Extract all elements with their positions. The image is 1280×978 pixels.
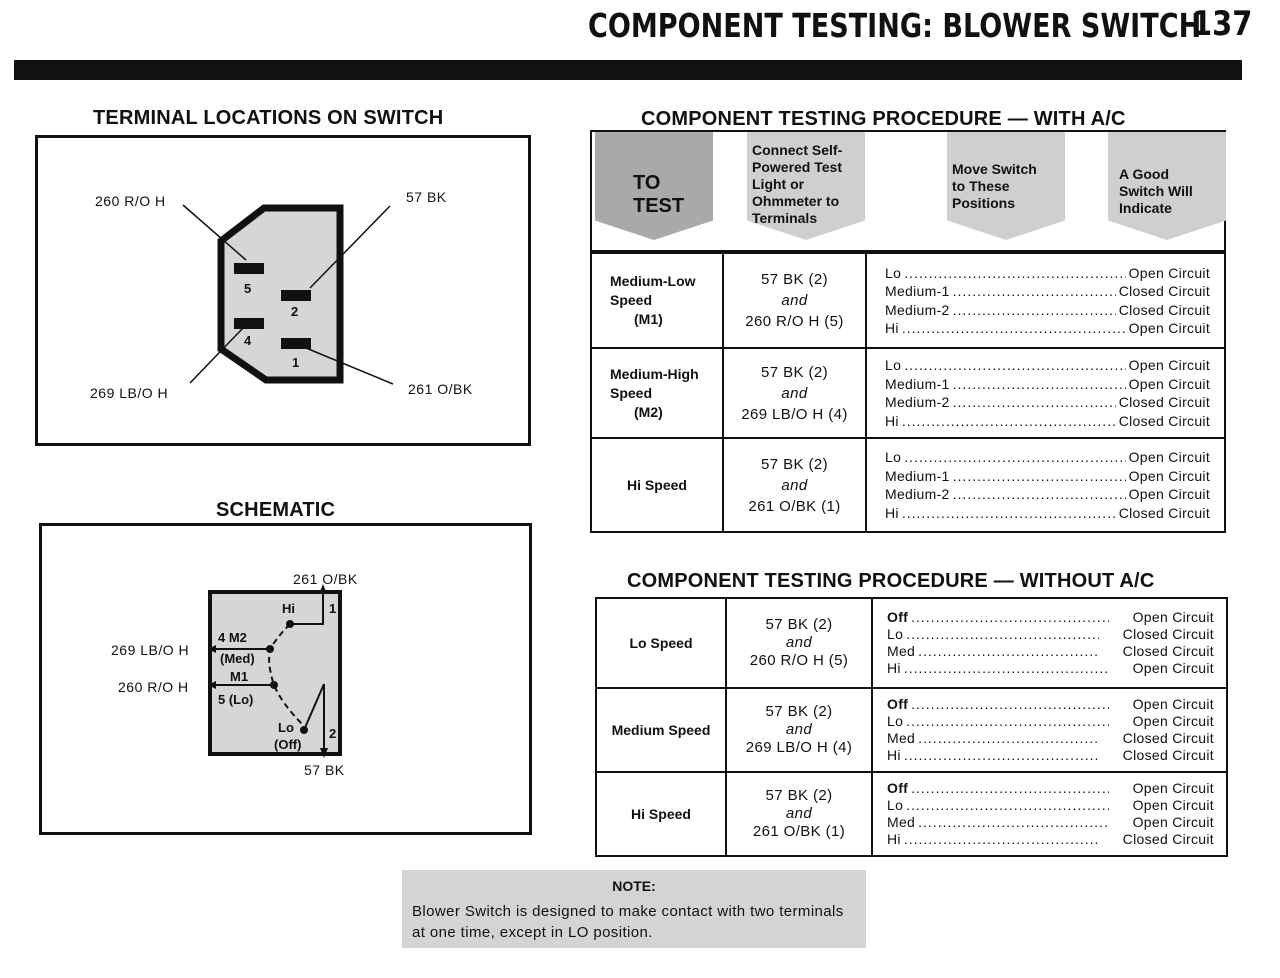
wire-label: 269 LB/O H: [111, 642, 190, 658]
terminal-locations-panel: [35, 135, 531, 446]
positions-cell: [872, 688, 1227, 772]
terminal-label: 261 O/BK: [408, 381, 473, 397]
test-cell: Medium-Low Speed (M1): [591, 252, 723, 348]
terminals-cell: 57 BK (2) and 261 O/BK (1): [726, 772, 872, 856]
terminals-cell: 57 BK (2) and 269 LB/O H (4): [726, 688, 872, 772]
position-line: Lo ..... Open Circuit: [887, 713, 1214, 730]
position-line: Off ..... Open Circuit: [887, 609, 1214, 626]
positions-cell: [872, 598, 1227, 688]
position-line: Hi ..... Closed Circuit: [887, 747, 1214, 764]
position-line: Lo ..... Open Circuit: [885, 448, 1210, 467]
schematic-title: SCHEMATIC: [216, 499, 336, 521]
wire-label: 261 O/BK: [293, 571, 358, 587]
position-line: Hi ..... Closed Circuit: [885, 412, 1210, 431]
test-cell: Medium Speed: [596, 688, 726, 772]
terminals-cell: 57 BK (2) and 260 R/O H (5): [726, 598, 872, 688]
position-line: Medium-1 ..... Closed Circuit: [885, 282, 1210, 301]
table-row: [591, 252, 1225, 348]
terminal-1: [281, 338, 311, 349]
note-box: [402, 870, 866, 948]
position-line: Med ..... Open Circuit: [887, 814, 1214, 831]
schematic-label: Hi: [282, 601, 295, 616]
terminal-5: [234, 263, 264, 274]
without-ac-table: [595, 597, 1228, 857]
wire-label: 260 R/O H: [118, 679, 189, 695]
header-rule: [14, 60, 1242, 80]
contact-dot: [266, 645, 274, 653]
with-ac-title: COMPONENT TESTING PROCEDURE — WITH A/C: [641, 108, 1126, 130]
page-title: COMPONENT TESTING: BLOWER SWITCH: [588, 6, 1202, 45]
position-line: Lo ..... Open Circuit: [885, 264, 1210, 283]
test-cell: Hi Speed: [591, 438, 723, 532]
positions-cell: [872, 772, 1227, 856]
position-line: Medium-2 ..... Closed Circuit: [885, 393, 1210, 412]
connect-header: Connect Self- Powered Test Light or Ohmmeter to Terminals: [752, 142, 843, 226]
schematic-label: 4 M2: [218, 630, 247, 645]
schematic-label: M1: [230, 669, 249, 684]
test-cell: Medium-High Speed (M2): [591, 348, 723, 438]
terminal-label: 269 LB/O H: [90, 385, 169, 401]
position-line: Lo ..... Open Circuit: [887, 797, 1214, 814]
move-header: Move Switch to These Positions: [952, 161, 1037, 211]
table-row: [591, 348, 1225, 438]
terminal-label: 57 BK: [406, 189, 447, 205]
terminal-number: 4: [244, 333, 252, 348]
note-title: NOTE:: [612, 878, 656, 894]
contact-dot: [286, 620, 294, 628]
terminals-cell: 57 BK (2) and 269 LB/O H (4): [723, 348, 866, 438]
without-ac-title: COMPONENT TESTING PROCEDURE — WITHOUT A/C: [627, 570, 1155, 592]
schematic-diagram: [42, 526, 529, 832]
table-row: [591, 438, 1225, 532]
position-line: Medium-1 ..... Open Circuit: [885, 467, 1210, 486]
terminals-cell: 57 BK (2) and 261 O/BK (1): [723, 438, 866, 532]
position-line: Med ..... Closed Circuit: [887, 643, 1214, 660]
contact-dot: [300, 726, 308, 734]
positions-cell: [866, 252, 1225, 348]
terminal-locations-title: TERMINAL LOCATIONS ON SWITCH: [93, 107, 444, 129]
position-line: Medium-2 ..... Closed Circuit: [885, 301, 1210, 320]
table-row: [596, 688, 1227, 772]
to-test-header: TO TEST: [633, 172, 685, 217]
position-line: Hi ..... Open Circuit: [887, 660, 1214, 677]
terminal-4: [234, 318, 264, 329]
note-text: Blower Switch is designed to make contact with two terminals at one time, except in LO position.: [412, 903, 844, 941]
position-line: Off ..... Open Circuit: [887, 780, 1214, 797]
position-line: Lo ..... Closed Circuit: [887, 626, 1214, 643]
position-line: Hi ..... Open Circuit: [885, 319, 1210, 338]
with-ac-table: [590, 130, 1226, 533]
position-line: Med ..... Closed Circuit: [887, 730, 1214, 747]
schematic-label: (Med): [220, 651, 255, 666]
table-row: [596, 598, 1227, 688]
schematic-label: (Off): [274, 737, 302, 752]
position-line: Hi ..... Closed Circuit: [885, 504, 1210, 523]
test-cell: Lo Speed: [596, 598, 726, 688]
wire-label: 57 BK: [304, 762, 345, 778]
schematic-label: 1: [329, 601, 337, 616]
terminal-label: 260 R/O H: [95, 193, 166, 209]
position-line: Medium-1 ..... Open Circuit: [885, 375, 1210, 394]
terminal-2: [281, 290, 311, 301]
page-number: 137: [1192, 4, 1253, 44]
positions-cell: [866, 348, 1225, 438]
terminal-number: 2: [291, 304, 299, 319]
schematic-panel: [39, 523, 532, 835]
terminal-number: 5: [244, 281, 252, 296]
table-row: [596, 772, 1227, 856]
table-header-row: [591, 131, 1225, 252]
positions-cell: [866, 438, 1225, 532]
schematic-label: 5 (Lo): [218, 692, 254, 707]
position-line: Off ..... Open Circuit: [887, 696, 1214, 713]
terminals-cell: 57 BK (2) and 260 R/O H (5): [723, 252, 866, 348]
position-line: Hi ..... Closed Circuit: [887, 831, 1214, 848]
schematic-label: Lo: [278, 720, 294, 735]
contact-dot: [270, 681, 278, 689]
test-cell: Hi Speed: [596, 772, 726, 856]
position-line: Lo ..... Open Circuit: [885, 356, 1210, 375]
indicate-header: A Good Switch Will Indicate: [1119, 166, 1193, 216]
position-line: Medium-2 ..... Open Circuit: [885, 485, 1210, 504]
schematic-label: 2: [329, 726, 337, 741]
terminal-number: 1: [292, 355, 300, 370]
